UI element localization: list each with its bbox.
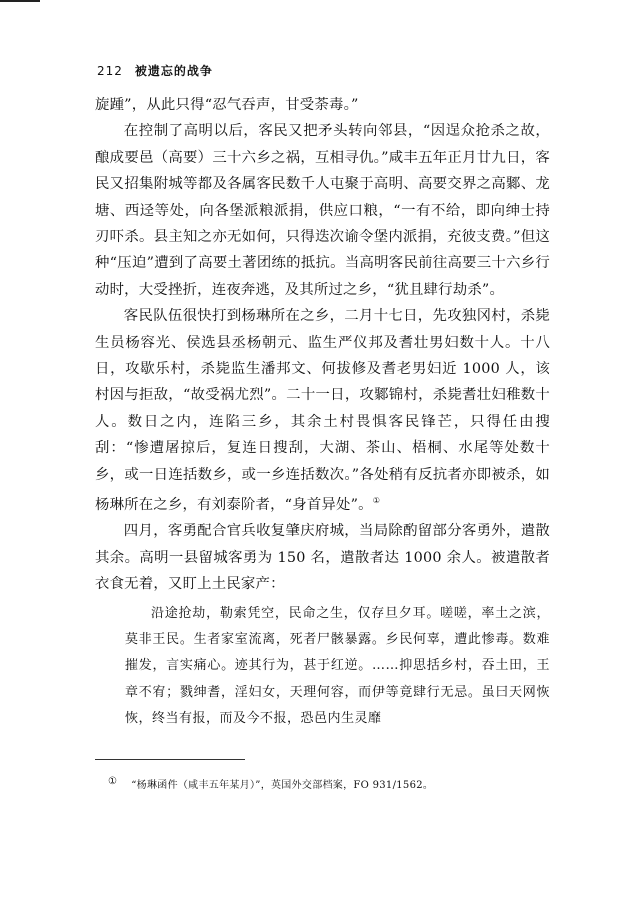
top-edge-rule — [0, 0, 40, 2]
paragraph-april: 四月，客勇配合官兵收复肇庆府城，当局除酌留部分客勇外，遣散其余。高明一县留城客勇为 150 名，遣散者达 1000 余人。被遣散者衣食无着，又盯上土民家产： — [95, 523, 550, 593]
paragraph-continuation: 旋踵”，从此只得“忍气吞声，甘受荼毒。” — [95, 97, 359, 113]
footnote-text: “杨琳函件（咸丰五年某月）”，英国外交部档案，FO 931/1562。 — [131, 780, 434, 791]
block-quote: 沿途抢劫，勒索凭空，民命之生，仅存旦夕耳。嗟嗟，率土之滨，莫非王民。生者家室流离，死者尸骸暴露。乡民何辜，遭此惨毒。数难摧发，言实痛心。迹其行为，甚于红逆。……抑思括乡村，吞土田，王章不宥；戮绅耆，淫妇女，天理何容，而伊等竟肆行无忌。虽曰天网恢恢，终当有报，而及今不报，恐邑内生灵靡 — [125, 605, 550, 727]
paragraph-attack-text: 客民队伍很快打到杨琳所在之乡，二月十七日，先攻独冈村，杀毙生员杨容光、侯选县丞杨朝元、监生严仪邦及耆壮男妇数十人。十八日，攻歇乐村，杀毙监生潘邦文、何拔修及耆老男妇近 1000 人，该村因与拒敌，“故受祸尤烈”。二十一日，攻鄹锦村，杀毙耆壮妇稚数十人。数日之内，连陷三乡，其余土村畏惧客民锋芒，只得任由搜刮：“惨遭屠掠后，复连日搜刮，大湖、茶山、梧桐、水尾等处数十乡，或一日连括数乡，或一乡连括数次。”各处稍有反抗者亦即被杀，如杨琳所在之乡，有刘泰阶者，“身首异处”。 — [95, 308, 550, 513]
paragraph-gaoming: 在控制了高明以后，客民又把矛头转向邻县，“因逞众抢杀之故，酿成要邑（高要）三十六乡之祸，互相寻仇。”咸丰五年正月廿九日，客民又招集附城等都及各属客民数千人屯聚于高明、高要交界之高鄹、龙塘、西迳等处，向各堡派粮派捐，供应口粮，“一有不给，即向绅士持刃吓杀。县主知之亦无如何，只得迭次谕令堡内派捐，充彼支费。”但这种“压迫”遭到了高要土著团练的抵抗。当高明客民前往高要三十六乡行动时，大受挫折，连夜奔逃，及其所过之乡，“犹且肆行劫杀”。 — [95, 123, 550, 298]
footnote — [108, 776, 433, 791]
paragraph-attack — [95, 303, 550, 518]
footnote-reference: ① — [372, 496, 381, 506]
running-header — [97, 62, 213, 79]
body-text — [95, 92, 550, 733]
page-number: 212 — [97, 64, 123, 78]
footnote-rule — [95, 759, 245, 760]
book-title: 被遗忘的战争 — [134, 64, 213, 78]
footnote-marker: ① — [108, 776, 118, 787]
